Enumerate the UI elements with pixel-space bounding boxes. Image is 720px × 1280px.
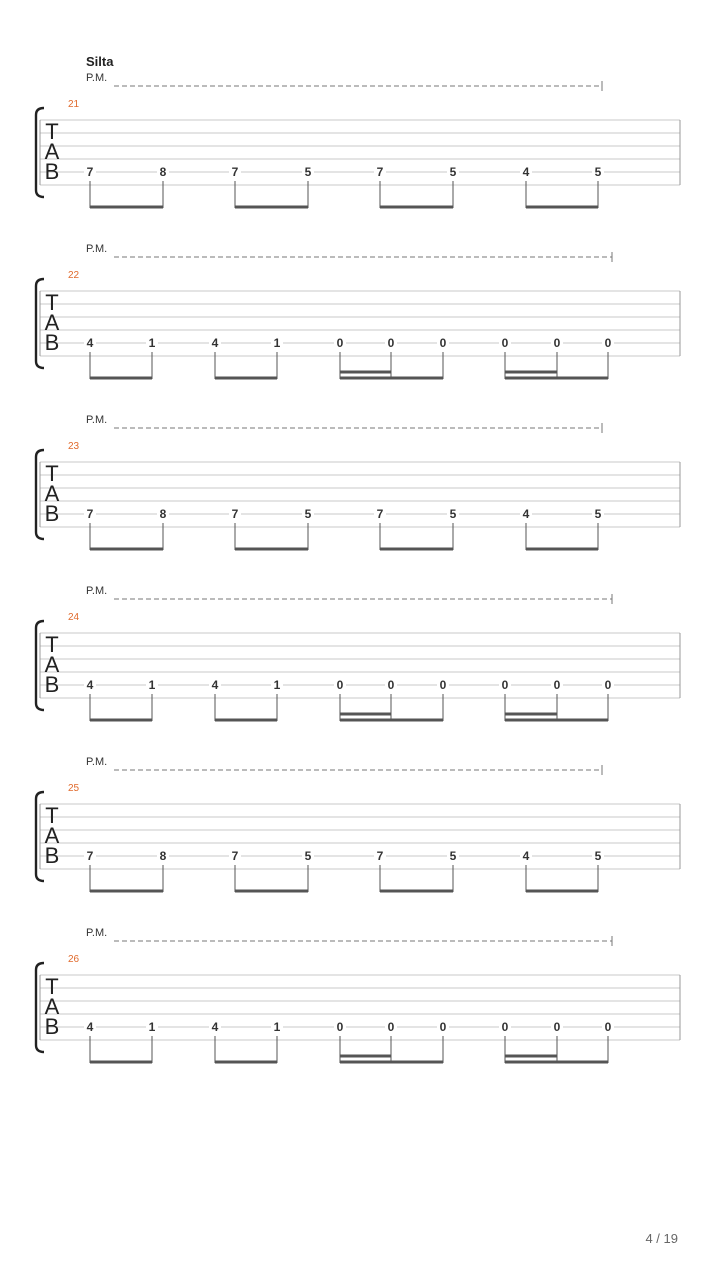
palm-mute-label: P.M. (86, 756, 108, 768)
tab-system (0, 746, 720, 921)
fret-number: 0 (501, 1020, 509, 1034)
fret-number: 4 (522, 165, 530, 179)
tab-clef-letter: A (44, 823, 60, 848)
fret-number: 1 (273, 336, 281, 350)
tab-system (0, 233, 720, 408)
tab-clef-letter: T (45, 974, 59, 999)
fret-number: 7 (231, 849, 239, 863)
tab-clef-letter: A (44, 652, 60, 677)
tab-clef-letter: A (44, 994, 60, 1019)
measure-number: 24 (68, 612, 80, 623)
fret-number: 1 (273, 1020, 281, 1034)
measure-number: 22 (68, 270, 80, 281)
fret-number: 0 (604, 336, 612, 350)
fret-number: 7 (86, 849, 94, 863)
fret-number: 0 (604, 678, 612, 692)
tab-clef-letter: T (45, 632, 59, 657)
palm-mute-label: P.M. (86, 927, 108, 939)
fret-number: 1 (148, 678, 156, 692)
fret-number: 5 (594, 507, 602, 521)
fret-number: 5 (304, 507, 312, 521)
fret-number: 5 (304, 849, 312, 863)
tab-clef-letter: B (44, 330, 60, 355)
fret-number: 0 (553, 1020, 561, 1034)
palm-mute-label: P.M. (86, 414, 108, 426)
fret-number: 7 (86, 507, 94, 521)
fret-number: 1 (148, 1020, 156, 1034)
fret-number: 7 (86, 165, 94, 179)
fret-number: 0 (439, 336, 447, 350)
tab-clef-letter: B (44, 843, 60, 868)
tab-clef-letter: A (44, 310, 60, 335)
page-number: 4 / 19 (645, 1231, 678, 1246)
fret-number: 1 (273, 678, 281, 692)
tab-system (0, 917, 720, 1092)
tab-clef-letter: A (44, 139, 60, 164)
fret-number: 5 (449, 849, 457, 863)
tab-clef-letter: B (44, 159, 60, 184)
fret-number: 0 (501, 678, 509, 692)
fret-number: 0 (387, 336, 395, 350)
tab-clef-letter: T (45, 119, 59, 144)
palm-mute-label: P.M. (86, 72, 108, 84)
fret-number: 0 (439, 678, 447, 692)
fret-number: 5 (594, 165, 602, 179)
section-title: Silta (86, 54, 114, 69)
fret-number: 5 (594, 849, 602, 863)
fret-number: 7 (231, 165, 239, 179)
tab-system (0, 404, 720, 579)
fret-number: 0 (336, 336, 344, 350)
fret-number: 4 (522, 507, 530, 521)
fret-number: 1 (148, 336, 156, 350)
fret-number: 7 (376, 849, 384, 863)
fret-number: 0 (387, 678, 395, 692)
tab-clef-letter: T (45, 290, 59, 315)
fret-number: 0 (387, 1020, 395, 1034)
fret-number: 0 (336, 678, 344, 692)
fret-number: 0 (501, 336, 509, 350)
measure-number: 25 (68, 783, 80, 794)
measure-number: 21 (68, 99, 80, 110)
fret-number: 4 (211, 336, 219, 350)
tab-clef-letter: B (44, 1014, 60, 1039)
fret-number: 0 (553, 678, 561, 692)
fret-number: 7 (231, 507, 239, 521)
fret-number: 4 (86, 678, 94, 692)
fret-number: 5 (449, 507, 457, 521)
fret-number: 7 (376, 165, 384, 179)
tab-system (0, 575, 720, 750)
fret-number: 4 (211, 678, 219, 692)
tab-clef-letter: B (44, 501, 60, 526)
fret-number: 4 (211, 1020, 219, 1034)
fret-number: 0 (336, 1020, 344, 1034)
fret-number: 4 (522, 849, 530, 863)
tab-clef-letter: A (44, 481, 60, 506)
fret-number: 7 (376, 507, 384, 521)
fret-number: 5 (449, 165, 457, 179)
measure-number: 26 (68, 954, 80, 965)
palm-mute-label: P.M. (86, 585, 108, 597)
fret-number: 4 (86, 1020, 94, 1034)
tab-clef-letter: T (45, 803, 59, 828)
tab-system (0, 62, 720, 237)
tab-clef-letter: T (45, 461, 59, 486)
fret-number: 8 (159, 507, 167, 521)
fret-number: 5 (304, 165, 312, 179)
fret-number: 0 (553, 336, 561, 350)
tab-clef-letter: B (44, 672, 60, 697)
palm-mute-label: P.M. (86, 243, 108, 255)
fret-number: 4 (86, 336, 94, 350)
fret-number: 8 (159, 165, 167, 179)
measure-number: 23 (68, 441, 80, 452)
fret-number: 8 (159, 849, 167, 863)
fret-number: 0 (604, 1020, 612, 1034)
fret-number: 0 (439, 1020, 447, 1034)
